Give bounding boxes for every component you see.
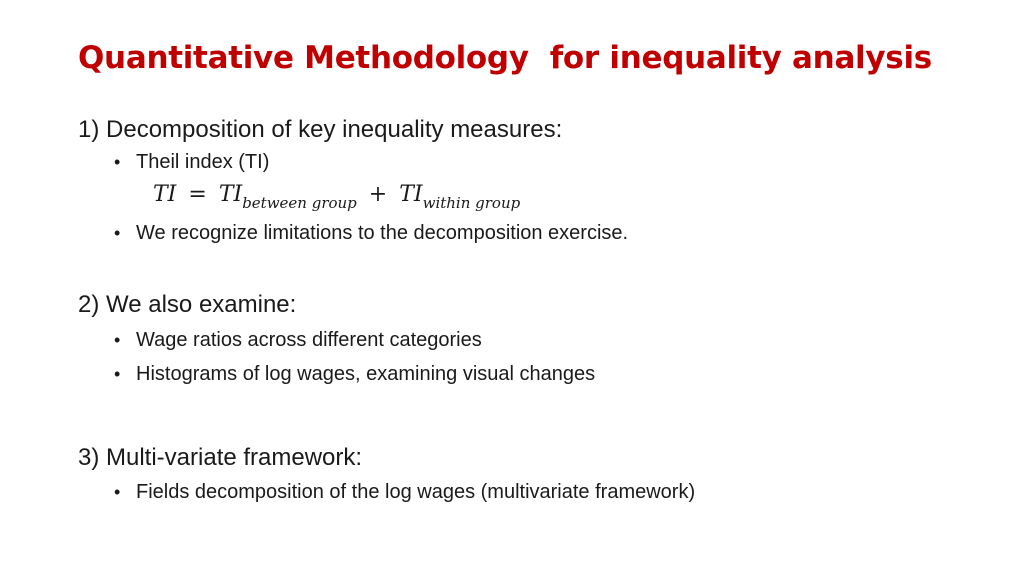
bullet-item	[114, 222, 628, 245]
bullet-icon: •	[114, 152, 121, 172]
bullet-text: Wage ratios across different categories	[136, 329, 482, 351]
section-heading-multivariate: 3) Multi-variate framework:	[78, 444, 363, 471]
bullet-icon: •	[114, 364, 121, 384]
bullet-text: Fields decomposition of the log wages (multivariate framework)	[136, 481, 696, 503]
bullet-icon: •	[114, 482, 121, 502]
formula-term2-subscript: within group	[422, 194, 521, 212]
bullet-text: Histograms of log wages, examining visual changes	[136, 363, 596, 385]
formula-lhs: TI	[153, 182, 177, 207]
formula-term1-subscript: between group	[242, 194, 357, 212]
bullet-item	[114, 329, 482, 352]
bullet-text: Theil index (TI)	[136, 151, 270, 173]
bullet-icon: •	[114, 330, 121, 350]
theil-formula	[153, 182, 520, 212]
formula-plus: +	[368, 182, 388, 207]
section-heading-decomposition: 1) Decomposition of key inequality measures:	[78, 116, 563, 143]
bullet-text: We recognize limitations to the decomposition exercise.	[136, 222, 629, 244]
slide-title: Quantitative Methodology for inequality analysis	[78, 40, 932, 76]
formula-equals: =	[188, 182, 207, 207]
section-heading-also-examine: 2) We also examine:	[78, 291, 297, 318]
bullet-item	[114, 481, 695, 504]
bullet-item	[114, 363, 595, 386]
bullet-icon: •	[114, 223, 121, 243]
formula-term1: TI	[218, 182, 243, 207]
bullet-item	[114, 151, 269, 174]
formula-term2: TI	[399, 182, 423, 207]
